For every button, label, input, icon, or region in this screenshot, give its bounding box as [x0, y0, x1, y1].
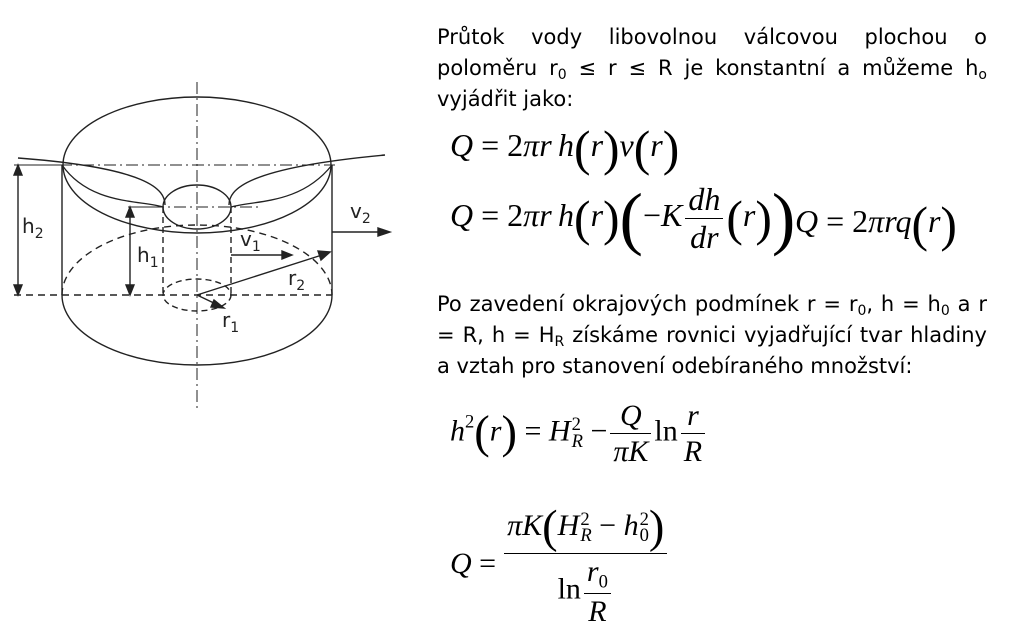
equation-discharge: Q = πK(H 2 R − h 2 0 ) ln $\frac{r_0}{R}$	[450, 505, 670, 627]
boundary-paragraph: Po zavedení okrajových podmínek $r = r_0$, $h = h_0$ a r = R, $h = H_R$ získáme rovnici vyjadřující tvar hladiny a vztah pro stanovení odebíraného množství:	[437, 292, 987, 378]
label-v2: $v_2$	[350, 199, 371, 227]
equation-flow-velocity: Q = 2πr h(r)v(r)	[450, 121, 680, 176]
label-r2: $r_2$	[288, 266, 306, 294]
equation-water-surface: $h^2(r) = H$ 2 R − $\frac{Q}{\pi K}$ ln $\frac{r}{R}$	[450, 400, 708, 467]
label-v1: $v_1$	[240, 227, 261, 255]
label-h1: $h_1$	[137, 243, 159, 271]
well-cylinder-diagram	[0, 0, 420, 420]
label-h2: $h_2$	[22, 214, 44, 242]
label-r1: $r_1$	[222, 308, 240, 336]
equation-specific-flow: Q = 2πrq(r)	[795, 197, 957, 252]
intro-paragraph: Průtok vody libovolnou válcovou plochou o poloměru $r_0 \le r \le R$ je konstantní a můžeme $h_o$ vyjádřit jako:	[437, 25, 987, 111]
water-surface-curve	[18, 155, 385, 205]
equation-darcy-flow: Q = 2πr h(r)(−K $\frac{dh}{dr}$ (r))	[450, 179, 796, 258]
